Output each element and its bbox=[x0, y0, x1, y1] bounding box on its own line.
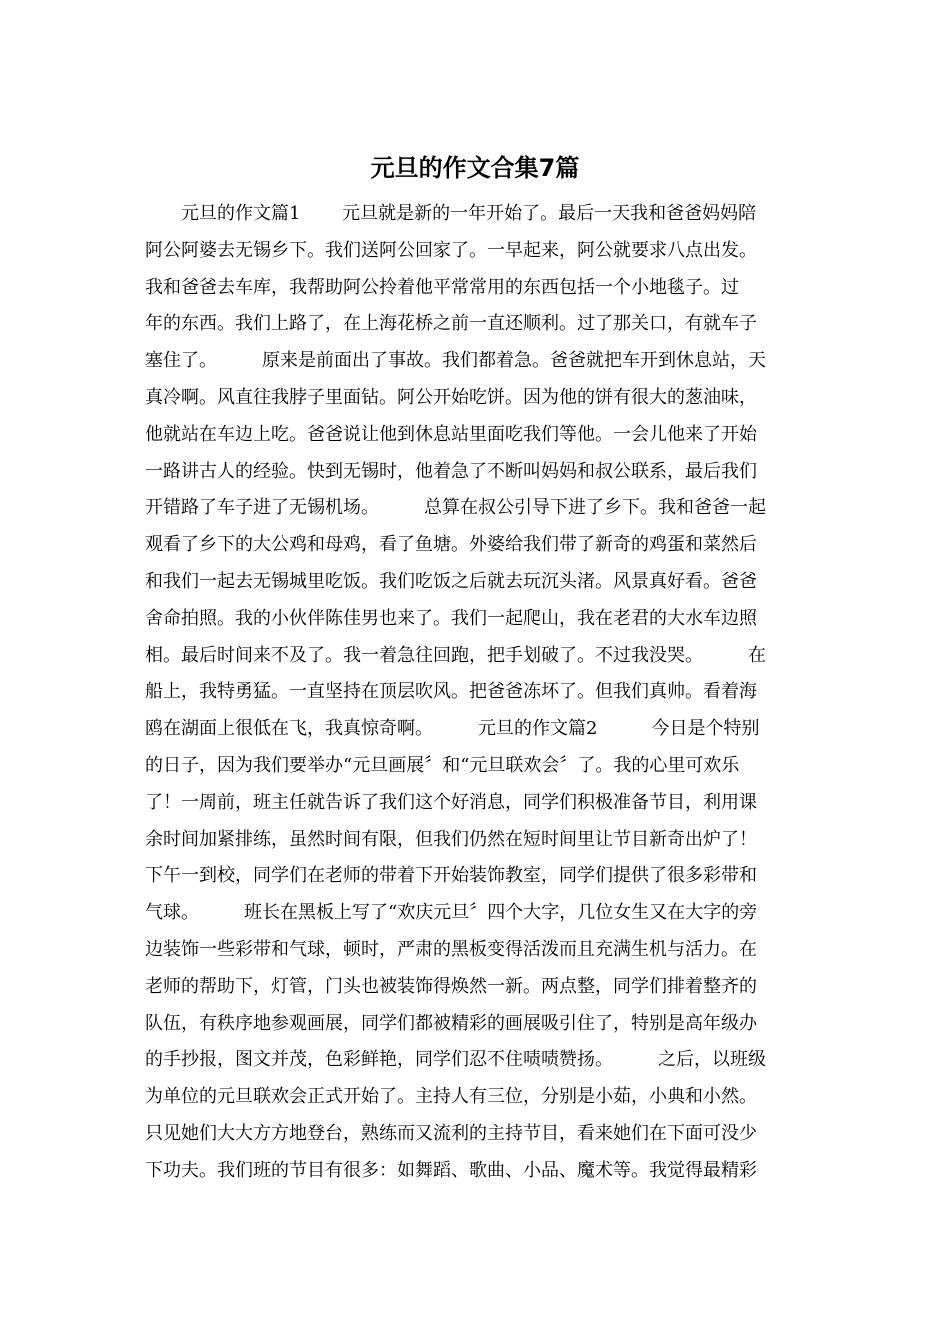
body-line: 余时间加紧排练，虽然时间有限，但我们仍然在短时间里让节目新奇出炉了！ bbox=[145, 828, 757, 850]
body-line: 年的东西。我们上路了，在上海花桥之前一直还顺利。过了那关口，有就车子 bbox=[145, 313, 757, 335]
body-line: 和我们一起去无锡城里吃饭。我们吃饭之后就去玩沉头渚。风景真好看。爸爸 bbox=[145, 570, 757, 592]
document-body bbox=[145, 196, 807, 1190]
body-line: 真冷啊。风直往我脖子里面钻。阿公开始吃饼。因为他的饼有很大的葱油味， bbox=[145, 386, 757, 408]
body-line: 舍命拍照。我的小伙伴陈佳男也来了。我们一起爬山，我在老君的大水车边照 bbox=[145, 607, 757, 629]
body-line: 的日子，因为我们要举办“元旦画展〞和“元旦联欢会〞了。我的心里可欢乐 bbox=[145, 754, 740, 776]
body-line: 相。最后时间来不及了。我一着急往回跑，把手划破了。不过我没哭。 在 bbox=[145, 644, 766, 666]
body-line: 阿公阿婆去无锡乡下。我们送阿公回家了。一早起来，阿公就要求八点出发。 bbox=[145, 239, 757, 261]
body-line: 了！一周前，班主任就告诉了我们这个好消息，同学们积极准备节目，利用课 bbox=[145, 791, 757, 813]
body-line: 下午一到校，同学们在老师的带着下开始装饰教室，同学们提供了很多彩带和 bbox=[145, 865, 757, 887]
body-line: 他就站在车边上吃。爸爸说让他到休息站里面吃我们等他。一会儿他来了开始 bbox=[145, 423, 757, 445]
body-line: 的手抄报，图文并茂，色彩鲜艳，同学们忍不住啧啧赞扬。 之后，以班级 bbox=[145, 1049, 766, 1071]
body-line: 为单位的元旦联欢会正式开始了。主持人有三位，分别是小茹，小典和小然。 bbox=[145, 1086, 757, 1108]
body-line: 塞住了。 原来是前面出了事故。我们都着急。爸爸就把车开到休息站，天 bbox=[145, 350, 766, 372]
body-line: 老师的帮助下，灯管，门头也被装饰得焕然一新。两点整，同学们排着整齐的 bbox=[145, 975, 757, 997]
body-line: 队伍，有秩序地参观画展，同学们都被精彩的画展吸引住了，特别是高年级办 bbox=[145, 1012, 757, 1034]
body-line: 鸥在湖面上很低在飞，我真惊奇啊。 元旦的作文篇2 今日是个特别 bbox=[145, 718, 760, 740]
body-line: 观看了乡下的大公鸡和母鸡，看了鱼塘。外婆给我们带了新奇的鸡蛋和菜然后 bbox=[145, 534, 757, 556]
body-line: 气球。 班长在黑板上写了“欢庆元旦〞四个大字，几位女生又在大字的旁 bbox=[145, 902, 758, 924]
body-line: 我和爸爸去车库，我帮助阿公拎着他平常常用的东西包括一个小地毯子。过 bbox=[145, 276, 739, 298]
body-line: 边装饰一些彩带和气球，顿时，严肃的黑板变得活泼而且充满生机与活力。在 bbox=[145, 938, 757, 960]
body-line: 船上，我特勇猛。一直坚持在顶层吹风。把爸爸冻坏了。但我们真帅。看着海 bbox=[145, 681, 757, 703]
document-title: 元旦的作文合集7篇 bbox=[370, 154, 580, 182]
body-line: 一路讲古人的经验。快到无锡时，他着急了不断叫妈妈和叔公联系，最后我们 bbox=[145, 460, 757, 482]
body-line: 元旦的作文篇1 元旦就是新的一年开始了。最后一天我和爸爸妈妈陪 bbox=[145, 203, 757, 224]
body-line: 只见她们大大方方地登台，熟练而又流利的主持节目，看来她们在下面可没少 bbox=[145, 1122, 757, 1144]
body-line: 下功夫。我们班的节目有很多：如舞蹈、歌曲、小品、魔术等。我觉得最精彩 bbox=[145, 1159, 757, 1181]
body-line: 开错路了车子进了无锡机场。 总算在叔公引导下进了乡下。我和爸爸一起 bbox=[145, 497, 766, 519]
